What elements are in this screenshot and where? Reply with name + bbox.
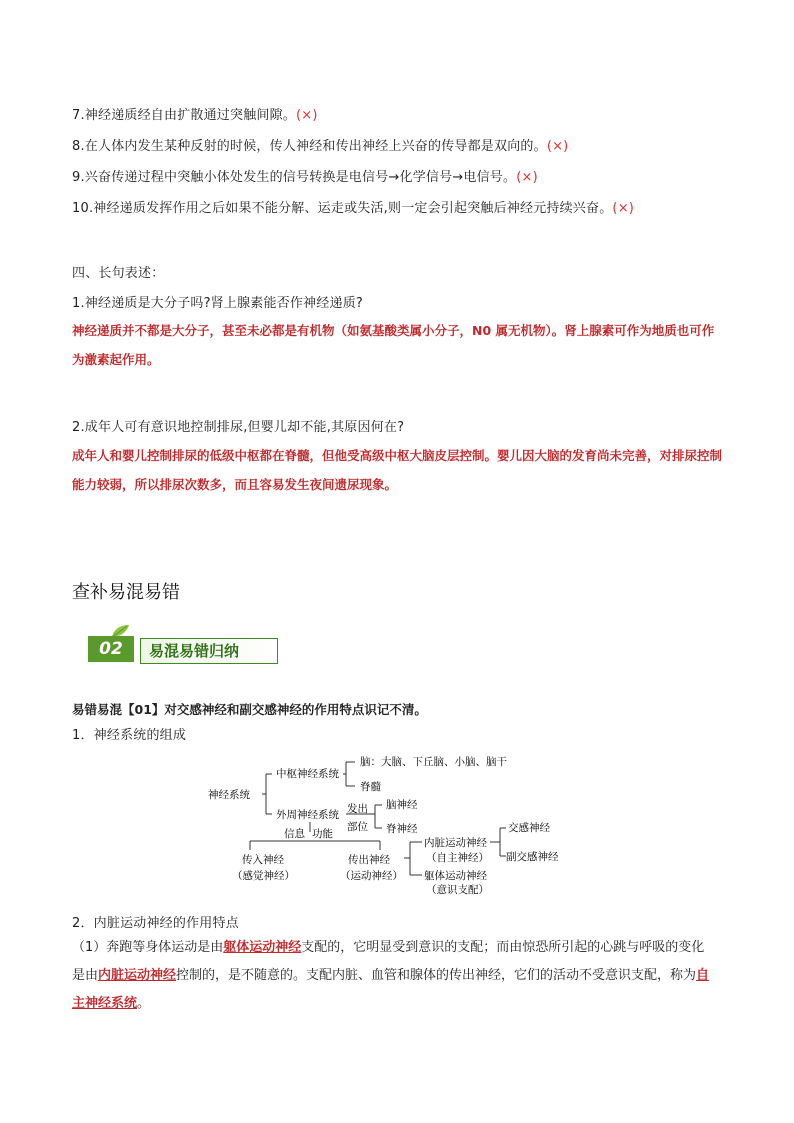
- node-brain: 脑：大脑、下丘脑、小脑、脑干: [360, 756, 507, 768]
- wrong-mark: (×): [612, 201, 635, 216]
- error-title: 易错易混【01】对交感神经和副交感神经的作用特点识记不清。: [72, 702, 427, 717]
- section-badge: [88, 624, 288, 666]
- node-spinal-nerve: 脊神经: [386, 823, 418, 835]
- question-1: 1.神经递质是大分子吗?肾上腺素能否作神经递质?: [72, 296, 364, 311]
- section-title: 四、长句表述：: [72, 266, 165, 281]
- node-visceral-sub: （自主神经）: [426, 852, 489, 864]
- node-visceral: 内脏运动神经: [424, 837, 487, 849]
- node-cranial: 脑神经: [386, 799, 418, 811]
- label-origin-1: 发出: [347, 803, 368, 815]
- underline-term: 内脏运动神经: [98, 968, 177, 983]
- question-2: 2.成年人可有意识地控制排尿,但婴儿却不能,其原因何在?: [72, 420, 405, 435]
- node-sympathetic: 交感神经: [508, 822, 550, 834]
- underline-term: 自主神经系统: [72, 968, 710, 1011]
- paragraph-visceral: （1）奔跑等身体运动是由躯体运动神经支配的，它明显受到意识的支配；而由惊恐所引起的心跳与呼吸的变化是由内脏运动神经控制的，是不随意的。支配内脏、血管和腺体的传出神经，它们的活动不受意识支配，称为自主神经系统。: [72, 940, 710, 1011]
- label-origin-2: 部位: [347, 821, 368, 833]
- label-function: 功能: [312, 828, 333, 840]
- item-8: 8.在人体内发生某种反射的时候，传人神经和传出神经上兴奋的传导都是双向的。(×): [72, 139, 569, 154]
- node-afferent: 传入神经: [242, 854, 284, 866]
- node-efferent: 传出神经: [348, 854, 390, 866]
- node-efferent-sub: （运动神经）: [340, 870, 403, 882]
- item-9: 9.兴奋传递过程中突触小体处发生的信号转换是电信号→化学信号→电信号。(×): [72, 170, 538, 185]
- subheading-1: 1．神经系统的组成: [72, 728, 187, 743]
- answer-2: 成年人和婴儿控制排尿的低级中枢都在脊髓，但他受高级中枢大脑皮层控制。婴儿因大脑的发育尚未完善，对排尿控制能力较弱，所以排尿次数多，而且容易发生夜间遗尿现象。: [72, 448, 723, 492]
- node-pns: 外周神经系统: [276, 809, 339, 821]
- wrong-mark: (×): [516, 170, 538, 185]
- wrong-mark: (×): [296, 108, 318, 123]
- subheading-2: 2．内脏运动神经的作用特点: [72, 916, 239, 931]
- node-somatic-sub: （意识支配）: [426, 884, 489, 896]
- node-root: 神经系统: [208, 789, 250, 801]
- badge-title: 易混易错归纳: [140, 638, 278, 664]
- label-info: 信息: [284, 828, 305, 840]
- wrong-mark: (×): [546, 139, 569, 154]
- answer-1: 神经递质并不都是大分子，甚至未必都是有机物（如氨基酸类属小分子，N0 属无机物）。肾上腺素可作为地质也可作为激素起作用。: [72, 323, 715, 367]
- badge-number: 02: [88, 636, 134, 662]
- item-10: 10.神经递质发挥作用之后如果不能分解、运走或失活,则一定会引起突触后神经元持续兴奋。(×): [72, 201, 635, 216]
- node-afferent-sub: （感觉神经）: [232, 870, 295, 882]
- underline-term: 躯体运动神经: [223, 940, 302, 955]
- node-parasympathetic: 副交感神经: [506, 851, 559, 863]
- page-heading: 查补易混易错: [72, 582, 180, 603]
- item-7: 7.神经递质经自由扩散通过突触间隙。(×): [72, 108, 318, 123]
- node-spinal: 脊髓: [360, 781, 381, 793]
- node-cns: 中枢神经系统: [276, 768, 339, 780]
- nervous-system-diagram: [200, 750, 600, 900]
- node-somatic: 躯体运动神经: [424, 870, 487, 882]
